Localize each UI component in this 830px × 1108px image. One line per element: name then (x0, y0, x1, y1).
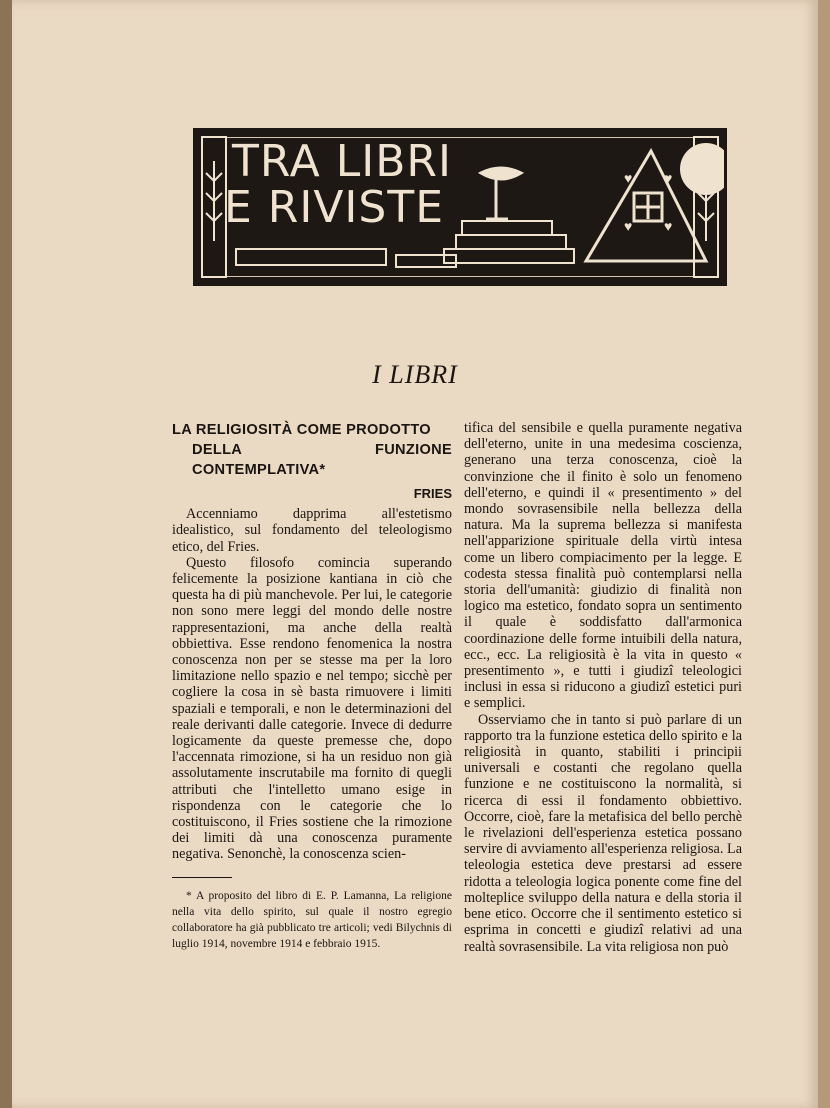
section-title: I LIBRI (372, 360, 458, 389)
heart-icon: ♥ (624, 220, 633, 235)
banner-title-line2: E RIVISTE (224, 182, 445, 233)
article-author: FRIES (413, 486, 452, 501)
heart-icon: ♥ (664, 172, 673, 187)
article-title-line1: LA RELIGIOSITÀ COME PRODOTTO (172, 422, 431, 438)
paragraph: Osserviamo che in tanto si può parlare di un rapporto tra la funzione estetica dello spirito e la religiosità in quanto, stabiliti i principii universali e costanti che regolano quella funzione e ne costituiscono la normalità, si ricerca di essi il fondamento obbiettivo. Occorre, cioè, fare la metafisica del bello perchè le rivelazioni dell'esperienza estetica possano servire di avviamento all'esperienza religiosa. La teleologia estetica deve prestarsi ad essere ridotta a teleologia logica ponente come fine del molteplice sviluppo della natura e della storia il bene etico. Occorre che il sentimento estetico si esprima in concetti e giudizî relativi ad una realtà sovrasensibile. La vita religiosa non può (464, 711, 742, 955)
leaf-ornament-icon (206, 161, 222, 241)
footnote-divider (172, 877, 232, 878)
oil-lamp-icon (481, 168, 521, 219)
article-title-line2: DELLA FUNZIONE CONTEMPLATIVA* (192, 442, 452, 478)
banner-title-line1: TRA LIBRI (232, 136, 452, 187)
banner-illustration (196, 131, 724, 283)
page-edge (818, 0, 830, 1108)
footnote: * A proposito del libro di E. P. Lamanna, La religione nella vita dello spirito, sul quale il nostro egregio collaboratore ha già pubblicato tre articoli; vedi Bilychnis di luglio 1914, novembre 1914 e febbraio 1915. (172, 889, 452, 950)
heart-icon: ♥ (624, 172, 633, 187)
article-title (172, 420, 452, 480)
page-sheet (12, 0, 818, 1108)
books-icon (236, 221, 574, 267)
paragraph: Questo filosofo comincia superando felicemente la posizione kantiana in ciò che questa ha di più manchevole. Per lui, le categorie non sono mere leggi del mondo delle nostre rappresentazioni, ma anche della realtà obbiettiva. Esse rendono fenomenica la nostra conoscenza non per se stesse ma per la loro limitazione nello spazio e nel tempo; sicchè per cogliere la cosa in sè basta rimuovere i limiti spaziali e temporali, e non le determinazioni del reale derivanti dalle categorie. Invece di dedurre logicamente da queste premesse che, dopo l'accennata rimozione, si ha un residuo non già assolutamente inscrutabile ma fornito di quegli attributi che l'intelletto umano esige in rispondenza con le categorie che lo costituiscono, il Fries sostiene che la rimozione dei limiti dà una conoscenza puramente negativa. Senonchè, la conoscenza scien- (172, 554, 452, 863)
paragraph: tifica del sensibile e quella puramente negativa dell'eterno, unite in una medesima coscienza, generano una terza conoscenza, cioè la convinzione che il finito è solo un fenomeno dell'eterno, e quindi il « presentimento » del mondo sovrasensibile nella bellezza della natura. Ma la suprema bellezza si manifesta nell'apparizione spirituale della virtù intesa come un libero compiacimento per la legge. E codesta stessa finalità può contemplarsi nella storia dell'umanità: giudizio di finalità non logico ma estetico, fondato sopra un sentimento il quale è soddisfatto dall'armonica coordinazione delle forme intuibili della natura, ecc., ecc. La religiosità è la vita in questo « presentimento », e tutti i giudizî teleologici inclusi in essa si riducono a giudizî estetici puri e semplici. (464, 420, 742, 712)
right-column (464, 420, 742, 955)
header-banner (193, 128, 727, 286)
heart-icon: ♥ (664, 220, 673, 235)
left-column (172, 420, 452, 952)
paragraph: Accenniamo dapprima all'estetismo idealistico, sul fondamento del teleologismo etico, del Fries. (172, 506, 452, 555)
